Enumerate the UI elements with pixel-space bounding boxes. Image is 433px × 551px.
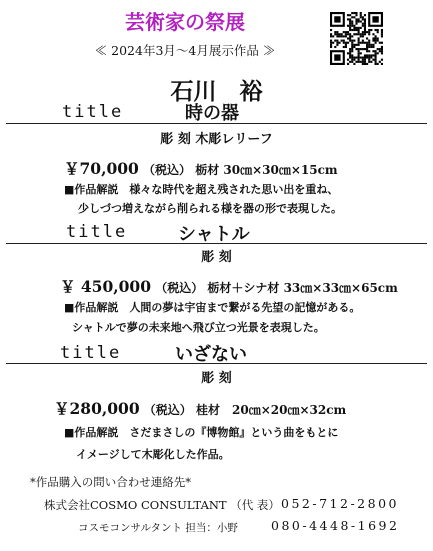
- event-title: 芸術家の祭展: [125, 10, 245, 34]
- contact-company: 株式会社COSMO CONSULTANT （代 表）: [44, 498, 280, 512]
- work-3-title: いざない: [175, 344, 247, 365]
- qr-code-icon: [330, 12, 383, 65]
- divider: [6, 243, 427, 244]
- work-2-label: title: [66, 222, 128, 242]
- work-2-material: 栃材＋シナ材 33㎝×33㎝×65cm: [207, 281, 398, 295]
- work-3-price: ￥280,000: [54, 399, 140, 418]
- contact-person: コスモコンサルタント 担当：小野: [78, 522, 238, 534]
- work-3-desc-line-1: ■作品解説 さだまさしの『博物館』という曲をもとに: [64, 426, 339, 439]
- work-3-label: title: [60, 343, 122, 363]
- work-2-desc-line-2: シャトルで夢の未来地へ飛び立つ光景を表現した。: [72, 321, 325, 334]
- company-phone: 052-712-2800: [281, 496, 399, 511]
- work-3-desc-line-2: イメージして木彫化した作品。: [76, 448, 230, 461]
- work-2-tax: （税込）: [155, 281, 204, 295]
- work-1-genre: 彫 刻 木彫レリーフ: [160, 132, 273, 147]
- work-1-tax: （税込）: [143, 163, 192, 177]
- work-1-desc-line-1: ■作品解説 様々な時代を超え残された思い出を重ね、: [64, 183, 339, 196]
- contact-heading: *作品購入の問い合わせ連絡先*: [30, 475, 191, 489]
- work-1-price: ￥70,000: [64, 159, 139, 178]
- work-2-price: ￥ 450,000: [60, 277, 152, 296]
- work-1-label: title: [62, 102, 124, 122]
- work-3-tax: （税込）: [143, 403, 192, 417]
- work-2-price-line: [60, 275, 398, 297]
- person-phone: 080-4448-1692: [271, 518, 400, 533]
- divider: [6, 123, 427, 124]
- work-2-title: シャトル: [178, 224, 250, 245]
- work-1-price-line: [64, 157, 338, 179]
- work-3-price-line: [54, 397, 346, 419]
- work-2-genre: 彫 刻: [201, 250, 232, 265]
- work-3-genre: 彫 刻: [201, 371, 232, 386]
- work-1-desc-line-2: 少しづつ増えながら削られる様を器の形で表現した。: [78, 202, 342, 215]
- work-1-title: 時の器: [185, 103, 239, 124]
- artist-name: 石川 裕: [170, 78, 263, 105]
- divider: [6, 363, 427, 364]
- work-2-desc-line-1: ■作品解説 人間の夢は宇宙まで繋がる先望の記憶がある。: [64, 301, 361, 314]
- exhibition-period: ≪ 2024年3月～4月展示作品 ≫: [94, 43, 276, 58]
- work-1-material: 栃材 30㎝×30㎝×15cm: [195, 163, 338, 177]
- work-3-material: 桂材 20㎝×20㎝×32cm: [196, 403, 347, 417]
